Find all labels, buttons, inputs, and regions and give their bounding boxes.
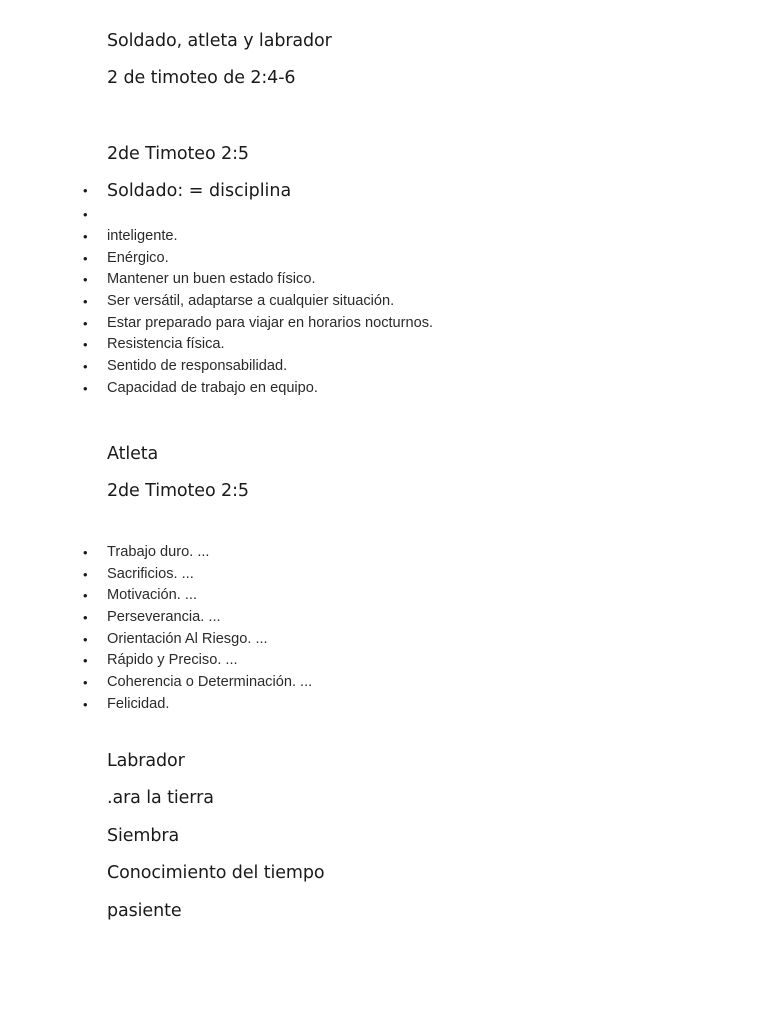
list-item: • Enérgico. xyxy=(0,248,768,270)
list-item: • Motivación. ... xyxy=(0,585,768,607)
athlete-list xyxy=(0,542,768,716)
scripture-reference: 2 de timoteo de 2:4-6 xyxy=(107,68,296,88)
list-item: • Ser versátil, adaptarse a cualquier situación. xyxy=(0,291,768,313)
list-item: • Estar preparado para viajar en horarios nocturnos. xyxy=(0,313,768,335)
farmer-line: .ara la tierra xyxy=(107,788,214,808)
list-item: • Coherencia o Determinación. ... xyxy=(0,672,768,694)
soldier-heading: • Soldado: = disciplina xyxy=(0,178,768,204)
farmer-line: Siembra xyxy=(107,826,180,846)
farmer-line: pasiente xyxy=(107,901,182,921)
list-item: • Capacidad de trabajo en equipo. xyxy=(0,378,768,400)
farmer-line: Conocimiento del tiempo xyxy=(107,863,325,883)
farmer-heading: Labrador xyxy=(107,751,185,771)
list-item: • Resistencia física. xyxy=(0,334,768,356)
list-item: • Felicidad. xyxy=(0,694,768,716)
list-item: • Trabajo duro. ... xyxy=(0,542,768,564)
list-item: • Mantener un buen estado físico. xyxy=(0,269,768,291)
list-item: • Orientación Al Riesgo. ... xyxy=(0,629,768,651)
list-item: • inteligente. xyxy=(0,226,768,248)
document-title: Soldado, atleta y labrador xyxy=(107,31,332,51)
list-item xyxy=(0,204,768,226)
list-item: • Rápido y Preciso. ... xyxy=(0,650,768,672)
list-item: • Perseverancia. ... xyxy=(0,607,768,629)
list-item: • Sacrificios. ... xyxy=(0,564,768,586)
soldier-reference: 2de Timoteo 2:5 xyxy=(107,144,249,164)
soldier-list xyxy=(0,178,768,400)
athlete-heading: Atleta xyxy=(107,444,159,464)
athlete-reference: 2de Timoteo 2:5 xyxy=(107,481,249,501)
list-item: • Sentido de responsabilidad. xyxy=(0,356,768,378)
